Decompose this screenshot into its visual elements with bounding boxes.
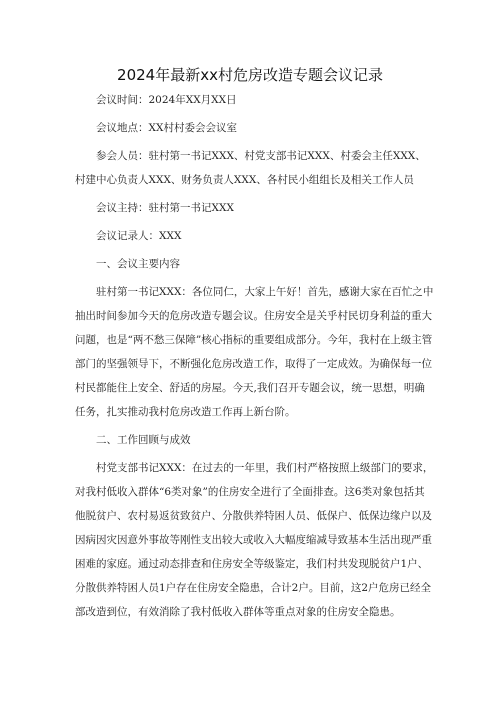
section-paragraph-2: 村党支部书记XXX：在过去的一年里，我们村严格按照上级部门的要求，对我村低收入群体“6类对象”的住房安全进行了全面排查。这6类对象包括其他脱贫户、农村易返贫致贫户、分散供养特困人员、低保户、低保边缘户以及因病因灾因意外事故等刚性支出较大或收入大幅度缩减导致基本生活出现严重困难的家庭。通过动态排查和住房安全等级鉴定，我们村共发现脱贫户1户、分散供养特困人员1户存在住房安全隐患，合计2户。目前，这2户危房已经全部改造到位，有效消除了我村低收入群体等重点对象的住房安全隐患。 bbox=[75, 462, 434, 618]
document-body bbox=[75, 88, 435, 624]
document-title: 2024年最新xx村危房改造专题会议记录 bbox=[117, 66, 383, 84]
meeting-attendees: 参会人员：驻村第一书记XXX、村党支部书记XXX、村委会主任XXX、村建中心负责人XXX、财务负责人XXX、各村民小组组长及相关工作人员 bbox=[75, 150, 426, 186]
meeting-place: 会议地点：XX村村委会会议室 bbox=[96, 122, 237, 134]
section-heading-2: 二、工作回顾与成效 bbox=[96, 434, 191, 446]
meeting-time: 会议时间：2024年XX月XX日 bbox=[96, 94, 237, 106]
section-paragraph-1: 驻村第一书记XXX：各位同仁，大家上午好！首先，感谢大家在百忙之中抽出时间参加今天的危房改造专题会议。住房安全是关乎村民切身利益的重大问题，也是“两不愁三保障”核心指标的重要组成部分。今年，我村在上级主管部门的坚强领导下，不断强化危房改造工作，取得了一定成效。为确保每一位村民都能住上安全、舒适的房屋。今天,我们召开专题会议，统一思想，明确任务，扎实推动我村危房改造工作再上新台阶。 bbox=[75, 286, 434, 418]
meeting-recorder: 会议记录人：XXX bbox=[96, 230, 182, 242]
section-heading-1: 一、会议主要内容 bbox=[96, 258, 180, 270]
meeting-host: 会议主持：驻村第一书记XXX bbox=[96, 202, 234, 214]
